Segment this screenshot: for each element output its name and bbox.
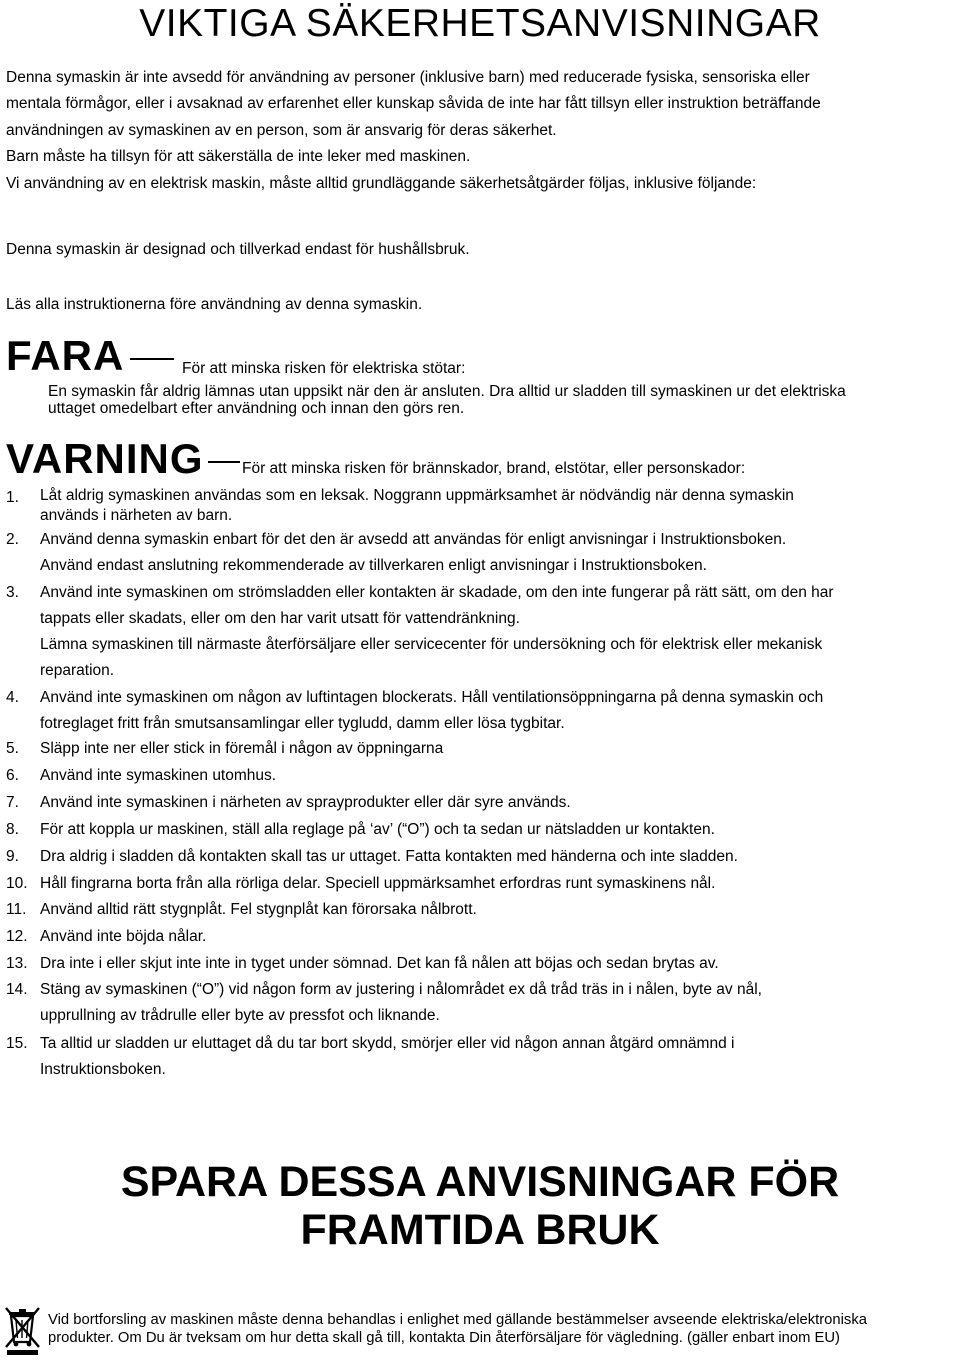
item-number: 15. <box>6 1035 28 1052</box>
fara-subtitle: För att minska risken för elektriska stötar: <box>182 360 466 377</box>
item-number: 3. <box>6 584 19 601</box>
item-number: 9. <box>6 848 19 865</box>
item-text: Ta alltid ur sladden ur eluttaget då du tar bort skydd, smörjer eller vid någon annan åtgärd omnämnd i <box>40 1035 735 1052</box>
item-number: 13. <box>6 955 28 972</box>
item-number: 14. <box>6 981 28 998</box>
item-text: Använd alltid rätt stygnplåt. Fel stygnplåt kan förorsaka nålbrott. <box>40 901 477 918</box>
item-number: 1. <box>6 489 19 506</box>
heading-dash <box>130 358 174 360</box>
intro-line: Denna symaskin är inte avsedd för användning av personer (inklusive barn) med reducerade fysiska, sensoriska eller <box>6 69 810 86</box>
save-heading-line: FRAMTIDA BRUK <box>300 1206 660 1254</box>
intro-paragraph <box>6 65 821 197</box>
varning-heading <box>6 434 240 484</box>
save-instructions-heading <box>0 1158 960 1254</box>
read-all-note: Läs alla instruktionerna före användning av denna symaskin. <box>6 296 423 313</box>
item-text: Använd inte symaskinen i närheten av sprayprodukter eller där syre används. <box>40 794 571 811</box>
item-text: fotreglaget fritt från smutsansamlingar eller tygludd, damm eller lösa tygbitar. <box>40 715 565 732</box>
item-text: Dra inte i eller skjut inte inte in tyget under sömnad. Det kan få nålen att böjas och sedan brytas av. <box>40 955 719 972</box>
intro-line: användningen av symaskinen av en person, som är ansvarig för deras säkerhet. <box>6 121 557 139</box>
disposal-line: Vid bortforsling av maskinen måste denna behandlas i enlighet med gällande bestämmelser avseende elektriska/elektroniska <box>48 1312 867 1328</box>
item-text: Använd denna symaskin enbart för det den är avsedd att användas för enligt anvisningar i Instruktionsboken. <box>40 531 787 548</box>
fara-heading <box>6 331 174 381</box>
item-text: Använd endast anslutning rekommenderade av tillverkaren enligt anvisningar i Instruktionsboken. <box>40 557 707 574</box>
item-text: Använd inte symaskinen om någon av luftintagen blockerats. Håll ventilationsöppningarna på denna symaskin och <box>40 689 824 706</box>
item-text: används i närheten av barn. <box>40 507 233 524</box>
item-text: Dra aldrig i sladden då kontakten skall tas ur uttaget. Fatta kontakten med händerna och inte sladden. <box>40 848 738 865</box>
item-text: reparation. <box>40 662 115 679</box>
item-text: Låt aldrig symaskinen användas som en leksak. Noggrann uppmärksamhet är nödvändig när denna symaskin <box>40 487 794 504</box>
item-text: Instruktionsboken. <box>40 1061 166 1078</box>
item-text: Lämna symaskinen till närmaste återförsäljare eller servicecenter för undersökning och för elektrisk eller mekanisk <box>40 636 823 653</box>
intro-line: mentala förmågor, eller i avsaknad av erfarenhet eller kunskap såvida de inte har fått tillsyn eller instruktion beträffande <box>6 95 821 113</box>
intro-line: Vi användning av en elektrisk maskin, måste alltid grundläggande säkerhetsåtgärder följas, inklusive följande: <box>6 174 757 192</box>
varning-label: VARNING <box>6 435 204 482</box>
item-number: 8. <box>6 821 19 838</box>
item-number: 12. <box>6 928 28 945</box>
item-number: 7. <box>6 794 19 811</box>
item-text: Stäng av symaskinen (“O”) vid någon form av justering i nålområdet ex då tråd träs in i nålen, byte av nål, <box>40 981 762 998</box>
household-note: Denna symaskin är designad och tillverkad endast för hushållsbruk. <box>6 241 470 258</box>
item-number: 10. <box>6 875 28 892</box>
item-text: För att koppla ur maskinen, ställ alla reglage på ‘av’ (“O”) och ta sedan ur nätsladden ur kontakten. <box>40 821 715 838</box>
intro-line: Barn måste ha tillsyn för att säkerställa de inte leker med maskinen. <box>6 148 471 166</box>
crossed-out-wheelie-bin-icon <box>4 1306 42 1356</box>
item-text: upprullning av trådrulle eller byte av pressfot och liknande. <box>40 1007 440 1024</box>
item-number: 11. <box>6 901 27 918</box>
item-text: Håll fingrarna borta från alla rörliga delar. Speciell uppmärksamhet erfordras runt symaskinens nål. <box>40 875 716 892</box>
item-number: 6. <box>6 767 19 784</box>
item-number: 5. <box>6 740 19 757</box>
heading-dash <box>208 461 240 463</box>
item-text: Släpp inte ner eller stick in föremål i någon av öppningarna <box>40 740 444 757</box>
item-text: Använd inte böjda nålar. <box>40 928 207 945</box>
item-text: tappats eller skadats, eller om den har varit utsatt för vattendränkning. <box>40 610 520 627</box>
fara-label: FARA <box>6 332 125 379</box>
disposal-notice <box>48 1311 867 1347</box>
varning-subtitle: För att minska risken för brännskador, brand, elstötar, eller personskador: <box>242 460 746 477</box>
save-heading-line: SPARA DESSA ANVISNINGAR FÖR <box>120 1158 840 1206</box>
item-number: 4. <box>6 689 19 706</box>
page-title: VIKTIGA SÄKERHETSANVISNINGAR <box>139 2 821 45</box>
disposal-line: produkter. Om Du är tveksam om hur detta skall gå till, kontakta Din återförsäljare för vägledning. (gäller enbart inom EU) <box>48 1330 840 1346</box>
fara-text-line: uttaget omedelbart efter användning och innan den görs ren. <box>48 400 465 417</box>
item-number: 2. <box>6 531 19 548</box>
item-text: Använd inte symaskinen utomhus. <box>40 767 277 784</box>
item-text: Använd inte symaskinen om strömsladden eller kontakten är skadade, om den inte fungerar på rätt sätt, om den har <box>40 584 834 601</box>
fara-text-line: En symaskin får aldrig lämnas utan uppsikt när den är ansluten. Dra alltid ur sladden till symaskinen ur det elektriska <box>48 383 846 400</box>
